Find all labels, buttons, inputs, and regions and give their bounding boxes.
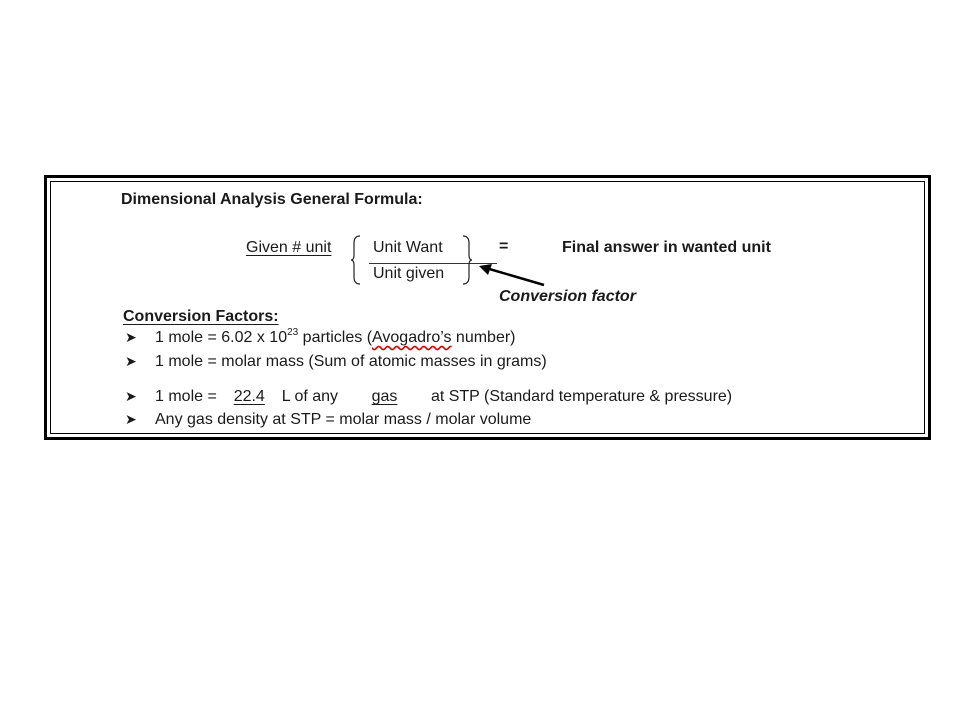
unit-given-label: Unit given — [373, 265, 445, 282]
factor-avogadro: 1 mole = 6.02 x $10^{23}$ particles (Avogadro’s number) — [155, 327, 516, 346]
formula-title: Dimensional Analysis General Formula: — [121, 191, 423, 208]
equals-sign: = — [499, 238, 509, 255]
factor-molar-volume: 1 mole = 22.4 L of any gas at STP (Standard temperature & pressure) — [155, 388, 733, 405]
bullet-arrow-icon: ➤ — [125, 329, 137, 345]
conversion-factors-heading: Conversion Factors: — [123, 308, 279, 325]
bullet-arrow-icon: ➤ — [125, 411, 137, 427]
bullet-arrow-icon: ➤ — [125, 353, 137, 369]
conversion-factor-label: Conversion factor — [499, 288, 636, 305]
factor-molar-mass: 1 mole = molar mass (Sum of atomic masses in grams) — [155, 353, 547, 370]
final-answer-label: Final answer in wanted unit — [562, 239, 771, 256]
right-brace-icon — [462, 235, 472, 285]
unit-want-label: Unit Want — [373, 239, 443, 256]
bullet-arrow-icon: ➤ — [125, 388, 137, 404]
factor-gas-density: Any gas density at STP = molar mass / molar volume — [155, 411, 532, 428]
left-brace-icon — [351, 235, 361, 285]
frame-inner-border — [50, 181, 925, 434]
given-unit-label: Given # unit — [246, 239, 332, 256]
content-frame — [44, 175, 931, 440]
